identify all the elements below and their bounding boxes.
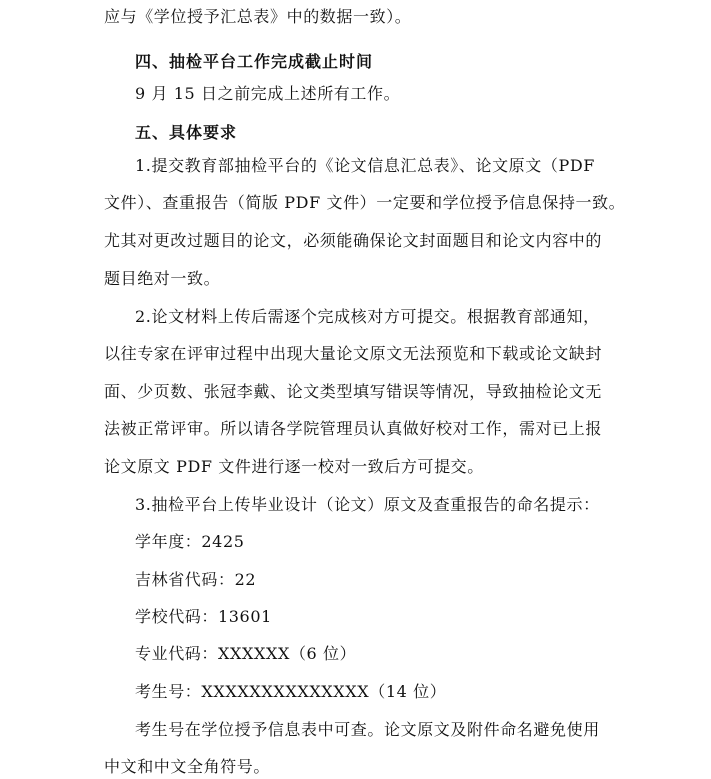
paragraph-line: 文件）、查重报告（简版 PDF 文件）一定要和学位授予信息保持一致。 [104,193,626,212]
paragraph-line: 以往专家在评审过程中出现大量论文原文无法预览和下载或论文缺封 [104,344,603,363]
paragraph-line: 中文和中文全角符号。 [104,757,271,776]
section-heading-requirements: 五、具体要求 [135,123,238,142]
naming-item-student-number: 考生号：XXXXXXXXXXXXXX（14 位） [135,682,447,701]
paragraph-line: 尤其对更改过题目的论文，必须能确保论文封面题目和论文内容中的 [104,231,603,250]
paragraph-line: 论文原文 PDF 文件进行逐一校对一致后方可提交。 [104,457,484,476]
paragraph-line: 9 月 15 日之前完成上述所有工作。 [135,84,401,103]
paragraph-line: 1.提交教育部抽检平台的《论文信息汇总表》、论文原文（PDF [135,156,595,175]
section-heading-deadline: 四、抽检平台工作完成截止时间 [135,52,374,71]
paragraph-line: 考生号在学位授予信息表中可查。论文原文及附件命名避免使用 [135,720,600,739]
naming-item-province-code: 吉林省代码：22 [135,570,257,589]
paragraph-line: 3.抽检平台上传毕业设计（论文）原文及查重报告的命名提示： [135,495,600,514]
paragraph-line: 题目绝对一致。 [104,269,221,288]
naming-item-academic-year: 学年度：2425 [135,532,245,551]
naming-item-major-code: 专业代码：XXXXXX（6 位） [135,644,357,663]
paragraph-line: 应与《学位授予汇总表》中的数据一致）。 [104,7,412,26]
naming-item-school-code: 学校代码：13601 [135,607,272,626]
paragraph-line: 2.论文材料上传后需逐个完成核对方可提交。根据教育部通知， [135,307,600,326]
paragraph-line: 法被正常评审。所以请各学院管理员认真做好校对工作，需对已上报 [104,419,603,438]
paragraph-line: 面、少页数、张冠李戴、论文类型填写错误等情况，导致抽检论文无 [104,382,603,401]
